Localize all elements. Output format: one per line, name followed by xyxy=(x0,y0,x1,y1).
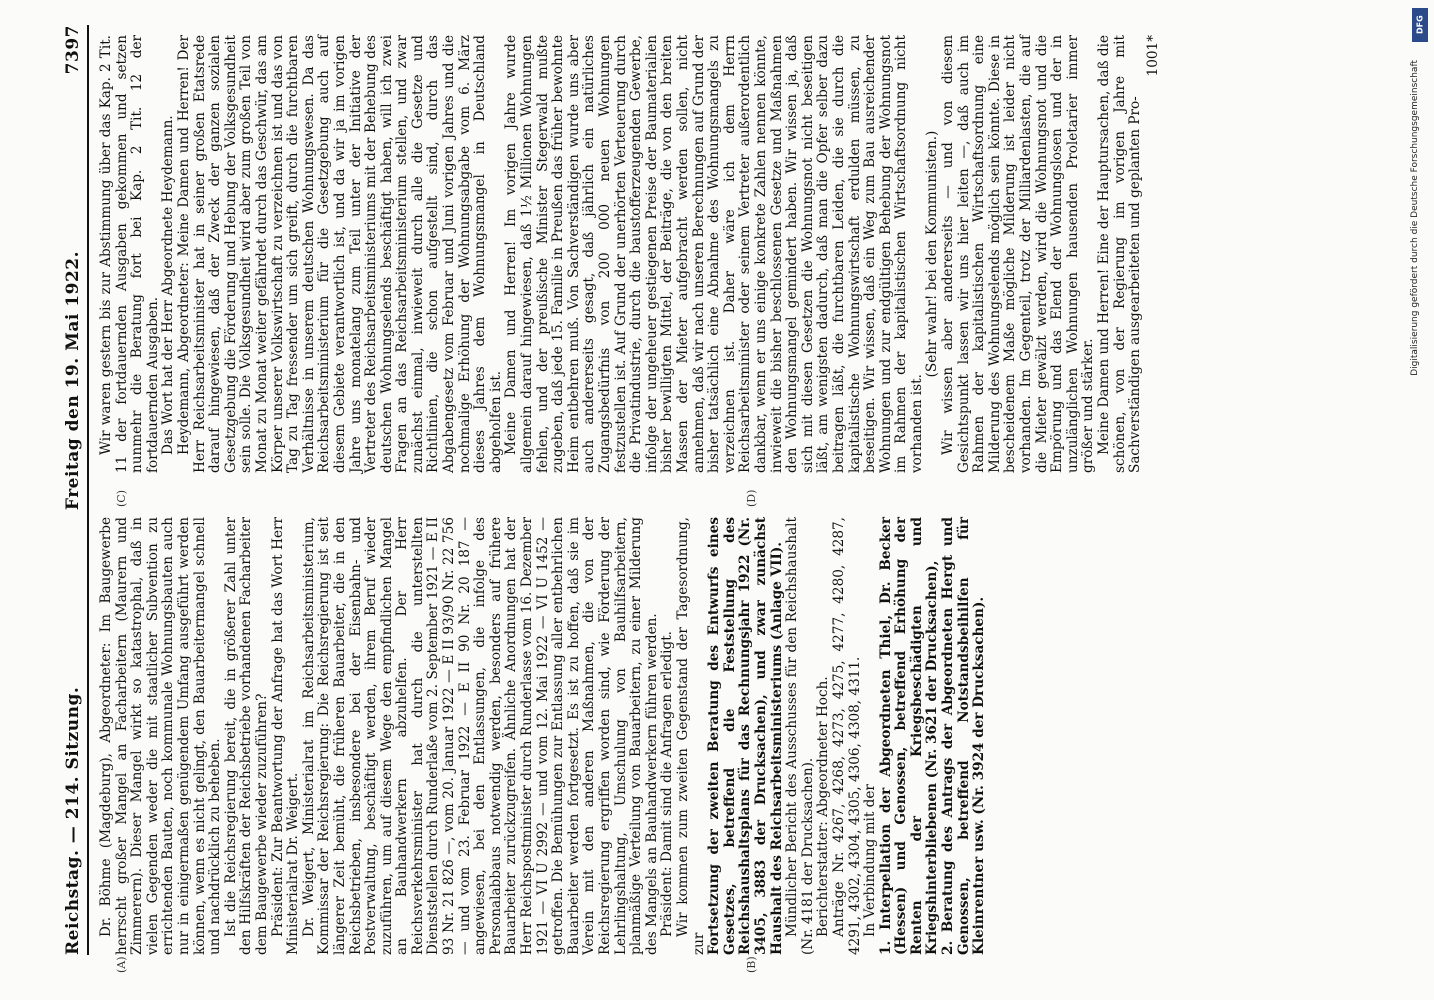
paragraph: Wir waren gestern bis zur Abstimmung über das Kap. 2 Tit. 11 der fortdauernden Ausgaben gekommen und setzen nunmehr die Beratung fort bei Kap. 2 Tit. 12 der fortdauernden Ausgaben. xyxy=(98,35,161,473)
header-center: Freitag den 19. Mai 1922. xyxy=(63,250,83,511)
dfg-logo: DFG xyxy=(1412,8,1428,42)
margin-mark-b: (B) xyxy=(745,956,758,973)
page-number: 7397 xyxy=(63,25,83,75)
paragraph: Ist die Reichsregierung bereit, die in größerer Zahl unter den Hilfskräften der Reichsbetriebe vorhandenen Facharbeiter dem Baugewerbe wieder zuzuführen? xyxy=(222,517,270,955)
header-left: Reichstag. — 214. Sitzung. xyxy=(63,686,83,955)
paragraph: Das Wort hat der Herr Abgeordnete Heydemann. xyxy=(160,115,177,455)
interjection: (Sehr wahr! bei den Kommunisten.) xyxy=(924,130,941,378)
paragraph: Wir wissen aber andererseits — und von diesem Gesichtspunkt lassen wir uns hier leiten —, daß auch im Rahmen der kapitalistischen Wirtschaftsordnung eine Milderung des Wohnungselends möglich sein könnte. Diese in bescheidenem Maße mögliche Milderung ist leider nicht vorhanden. Im Gegenteil, trotz der Milliardenlasten, die auf die Mieter gewälzt werden, wird die Wohnungsnot und die Empörung und das Elend der Wohnungslosen und der in unzulänglichen Wohnungen hausenden Proletarier immer größer und stärker. xyxy=(940,35,1097,473)
paragraph: Meine Damen und Herren! Im vorigen Jahre wurde allgemein darauf hingewiesen, daß 1½ Millionen Wohnungen fehlen, und der preußische Minister Stegerwald mußte zugeben, daß jede 15. Familie in Preußen das früher bewohnte Heim entbehren muß. Von Sachverständigen wurde uns aber auch andererseits gesagt, daß jährlich ein natürliches Zugangsbedürfnis von 200 000 neuen Wohnungen festzustellen ist. Auf Grund der unerhörten Verteuerung durch die Privatindustrie, durch die baustofferzeugenden Gewerbe, infolge der ungeheuer gestiegenen Preise der Baumaterialien bisher bewilligten Mittel, der Beiträge, die von den breiten Massen der Mieter aufgebracht werden sollen, nicht annehmen, daß wir nach unseren Berechnungen auf Grund der bisher tatsächlich eine Abnahme des Wohnungsmangels zu verzeichnen ist. Daher wäre ich dem Herrn Reichsarbeitsminister oder seinem Vertreter außerordentlich dankbar, wenn er uns einige konkrete Zahlen nennen könnte, inwieweit die bisher beschlossenen Gesetze und Maßnahmen den Wohnungsmangel gemindert haben. Wir wissen ja, daß sich mit diesen Gesetzen die Wohnungsnot nicht beseitigen läßt, am wenigsten dadurch, daß man die Opfer selber dazu beitragen läßt, die furchtbaren Leiden, die sie durch die kapitalistische Wohnungswirtschaft erdulden müssen, zu beseitigen. Wir wissen, daß ein Weg zum Bau ausreichender Wohnungen und zur endgültigen Behebung der Wohnungsnot im Rahmen der kapitalistischen Wirtschaftsordnung nicht vorhanden ist. xyxy=(503,35,925,473)
paragraph: Meine Damen und Herren! Eine der Hauptursachen, daß die schönen, von der Regierung im vorigen Jahre mit Sachverständigen ausgearbeiteten und geplanten Pro- xyxy=(1096,35,1144,473)
paragraph: Mündlicher Bericht des Ausschusses für den Reichshaushalt (Nr. 4181 der Drucksachen). xyxy=(784,517,816,955)
paragraph: Dr. Weigert, Ministerialrat im Reichsarbeitsministerium, Kommissar der Reichsregierung: Die Reichsregierung ist seit längerer Zeit bemüht, die früheren Bauarbeiter, die in den Reichsbetrieben, insbesondere bei der Eisenbahn- und Postverwaltung, beschäftigt werden, ihrem Beruf wieder zuzuführen, um auf diesem Wege den empfindlichen Mangel an Bauhandwerkern abzuhelfen. Der Herr Reichsverkehrsminister hat durch die unterstellten Dienststellen durch Runderlaße vom 2. September 1921 — E II 93 Nr. 21 826 —, vom 20. Januar 1922 — E II 93/90 Nr. 22 756 — und vom 23. Februar 1922 — E II 90 Nr. 20 187 — angewiesen, bei den Entlassungen, die infolge des Personalabbaus notwendig werden, besonders auf frühere Bauarbeiter zurückzugreifen. Ähnliche Anordnungen hat der Herr Reichspostminister durch Runderlasse vom 16. Dezember 1921 — VI U 2992 — und vom 12. Mai 1922 — VI U 1452 — getroffen. Die Bemühungen zur Entlassung aller entbehrlichen Bauarbeiter werden fortgesetzt. Es ist zu hoffen, daß sie im Verein mit den anderen Maßnahmen, die von der Reichsregierung ergriffen worden sind, wie Förderung der Lehrlingshaltung, Umschulung von Bauhilfsarbeitern, planmäßige Verteilung von Bauarbeitern, zu einer Milderung des Mangels an Bauhandwerkern führen werden. xyxy=(300,517,660,955)
margin-mark-c: (C) xyxy=(115,490,128,507)
side-credit-text: Digitalisierung gefördert durch die Deutsche Forschungsgemeinschaft xyxy=(1410,60,1420,376)
list-item: 2. Beratung des Antrags der Abgeordneten Hergt und Genossen, betreffend Notstandsbeihilfen für Kleinrentner usw. (Nr. 3924 der Drucksachen). xyxy=(940,517,988,955)
paragraph: Anträge Nr. 4267, 4268, 4273, 4275, 4277, 4280, 4287, 4291, 4302, 4304, 4305, 4306, 4308, 4311. xyxy=(830,517,863,955)
paragraph: Berichterstatter: Abgeordneter Hoch. xyxy=(815,676,832,937)
footer-mark: 1001* xyxy=(1144,35,1161,77)
page-header xyxy=(55,25,83,955)
paragraph: Heydemann, Abgeordneter: Meine Damen und Herren! Der Herr Reichsarbeitsminister hat in seiner großen Etatsrede darauf hingewiesen, daß der Zweck der ganzen sozialen Gesetzgebung die Förderung und Hebung der Volksgesundheit sein solle. Die Volksgesundheit wird aber zum großen Teil von Monat zu Monat weiter gefährdet durch das Geschwür, das am Körper unserer Volkswirtschaft zu verzeichnen ist und das von Tag zu Tag fressender um sich greift, durch die furchtbaren Verhältnisse in unserem deutschen Wohnungswesen. Da das Reichsarbeitsministerium für die Gesetzgebung auch auf diesem Gebiete verantwortlich ist, und da wir ja im vorigen Jahre uns monatelang zum Teil unter der Initiative der Vertreter des Reichsarbeitsministeriums mit der Behebung des deutschen Wohnungselends beschäftigt haben, will ich zwei Fragen an das Reichsarbeitsministerium stellen, und zwar zunächst einmal, inwieweit durch alle die Gesetze und Richtlinien, die schon aufgestellt sind, durch das Abgabengesetz vom Februar und Juni vorigen Jahres und die nochmalige Erhöhung der Wohnungsabgabe vom 6. März dieses Jahres dem Wohnungsmangel in Deutschland abgeholfen ist. xyxy=(175,35,504,473)
margin-mark-a: (A) xyxy=(115,956,128,973)
paragraph: Präsident: Zur Beantwortung der Anfrage hat das Wort Herr Ministerialrat Dr. Weigert. xyxy=(269,517,302,955)
side-credit xyxy=(1410,60,1428,940)
paragraph: Dr. Böhme (Magdeburg), Abgeordneter: Im Baugewerbe herrscht großer Mangel an Facharbeitern (Maurern und Zimmerern). Dieser Mangel wirkt so katastrophal, daß in vielen Gegenden weder die mit staatlicher Subvention zu errichtenden Bauten, noch kommunale Wohnungsbauten auch nur in einigermaßen genügendem Umfang ausgeführt werden können, wenn es nicht gelingt, den Bauarbeitermangel schnell und nachdrücklich zu beheben. xyxy=(98,517,224,955)
right-column xyxy=(99,35,1161,473)
margin-mark-d: (D) xyxy=(745,489,758,507)
header-rule xyxy=(87,25,89,955)
paragraph: Wir kommen zum zweiten Gegenstand der Tagesordnung, zur xyxy=(674,517,707,955)
rotated-document-page xyxy=(55,15,1434,975)
paragraph: Präsident: Damit sind die Anfragen erledigt. xyxy=(659,631,676,937)
paragraph: In Verbindung mit der xyxy=(862,784,879,937)
left-column xyxy=(99,517,988,955)
list-item: 1. Interpellation der Abgeordneten Thiel, Dr. Becker (Hessen) und Genossen, betreffend Erhöhung der Renten der Kriegsbeschädigten und Kriegshinterbliebenen (Nr. 3621 der Drucksachen), xyxy=(877,517,941,955)
agenda-item: Fortsetzung der zweiten Beratung des Entwurfs eines Gesetzes, betreffend die Feststellung des Reichshaushaltsplans für das Rechnungsjahr 1922 (Nr. 3405, 3883 der Drucksachen), und zwar zunächst Haushalt des Reichsarbeitsministeriums (Anlage VII). xyxy=(706,517,785,955)
